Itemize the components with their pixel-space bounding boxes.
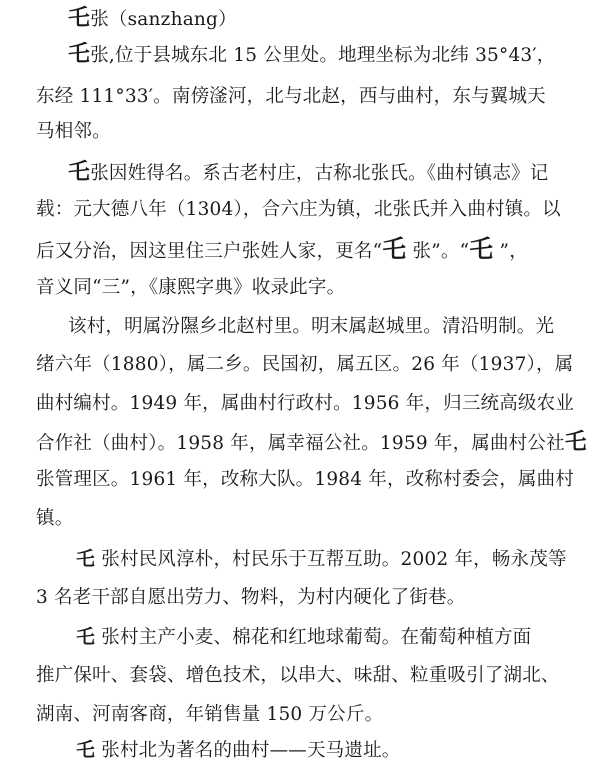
line-text: 该村，明属汾隰乡北赵村里。明末属赵城里。清沿明制。光 — [68, 316, 555, 337]
line-text: 推广保叶、套袋、增色技术，以串大、味甜、粒重吸引了湖北、 — [36, 665, 560, 686]
paragraph-5-line-2 — [36, 664, 560, 688]
paragraph-3-line-3 — [36, 392, 574, 416]
line-text: 镇。 — [36, 508, 74, 529]
san-glyph: 乇 — [469, 234, 494, 263]
line-text: 张,位于县城东北 15 公里处。地理坐标为北纬 35°43′， — [90, 45, 556, 66]
line-text: 张”。“ — [406, 241, 470, 262]
line-text: 马相邻。 — [36, 121, 111, 142]
paragraph-4-line-2 — [36, 586, 465, 610]
line-text: 张村民风淳朴，村民乐于互帮互助。2002 年，畅永茂等 — [95, 549, 567, 570]
san-glyph: 乇 — [76, 626, 96, 648]
line-text: 3 名老干部自愿出劳力、物料，为村内硬化了街巷。 — [36, 587, 466, 608]
paragraph-2-line-4 — [36, 276, 345, 300]
paragraph-2-line-3 — [36, 234, 528, 264]
paragraph-3-line-6 — [36, 507, 73, 531]
san-glyph: 乇 — [76, 548, 96, 570]
san-glyph: 乇 — [564, 429, 587, 455]
line-text: 绪六年（1880），属二乡。民国初，属五区。26 年（1937），属 — [36, 354, 574, 375]
line-text: 曲村编村。1949 年，属曲村行政村。1956 年，归三统高级农业 — [36, 393, 575, 414]
paragraph-2-line-2 — [36, 198, 561, 222]
paragraph-4-line-1 — [76, 547, 567, 572]
line-text: 东经 111°33′。南傍滏河，北与北赵，西与曲村，东与翼城天 — [36, 86, 546, 107]
line-text: ”， — [493, 241, 528, 262]
san-glyph: 乇 — [68, 41, 91, 67]
san-glyph: 乇 — [382, 234, 407, 263]
line-text: 载：元大德八年（1304），合六庄为镇，北张氏并入曲村镇。以 — [36, 199, 561, 220]
paragraph-1-line-2 — [36, 85, 546, 109]
san-glyph: 乇 — [68, 159, 91, 185]
title-text: 张（sanzhang） — [90, 9, 237, 30]
document-title — [68, 6, 237, 32]
san-glyph: 乇 — [68, 5, 91, 31]
line-text: 张管理区。1961 年，改称大队。1984 年，改称村委会，属曲村 — [36, 469, 575, 490]
paragraph-5-line-1 — [76, 625, 531, 650]
san-glyph: 乇 — [76, 739, 96, 761]
paragraph-2-line-1 — [68, 160, 548, 186]
paragraph-3-line-5 — [36, 468, 574, 492]
line-text: 张因姓得名。系古老村庄，古称北张氏。《曲村镇志》记 — [90, 163, 549, 184]
paragraph-3-line-4 — [36, 430, 587, 456]
paragraph-1-line-1 — [68, 42, 556, 68]
paragraph-1-line-3 — [36, 120, 111, 144]
line-text: 音义同“三”，《康熙字典》收录此字。 — [36, 277, 346, 298]
paragraph-5-line-3 — [36, 703, 383, 727]
paragraph-6-line-1 — [76, 738, 401, 763]
line-text: 张村北为著名的曲村——天马遗址。 — [95, 740, 401, 761]
line-text: 合作社（曲村）。1958 年，属幸福公社。1959 年，属曲村公社 — [36, 433, 565, 454]
line-text: 湖南、河南客商，年销售量 150 万公斤。 — [36, 704, 384, 725]
line-text: 后又分治，因这里住三户张姓人家，更名“ — [36, 241, 383, 262]
line-text: 张村主产小麦、棉花和红地球葡萄。在葡萄种植方面 — [95, 627, 532, 648]
paragraph-3-line-2 — [36, 353, 573, 377]
paragraph-3-line-1 — [68, 315, 554, 339]
